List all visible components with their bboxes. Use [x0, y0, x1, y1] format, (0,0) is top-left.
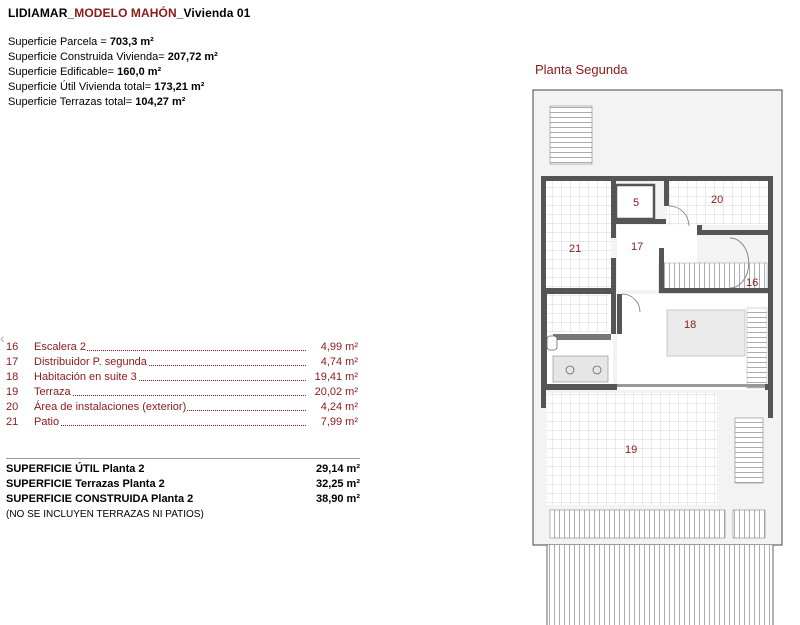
bottom-slats — [550, 510, 725, 538]
list-item: 17 Distribuidor P. segunda 4,74 m² — [6, 356, 358, 368]
room-label-19: 19 — [625, 444, 638, 456]
room-label-18: 18 — [684, 319, 697, 331]
room-label-16: 16 — [746, 277, 759, 289]
bottom-slats — [733, 510, 765, 538]
wardrobe — [747, 308, 767, 388]
wall — [697, 230, 768, 235]
room-label-20: 20 — [711, 194, 724, 206]
divider — [6, 458, 360, 459]
title-suffix: _Vivienda 01 — [176, 6, 251, 20]
room-label-17: 17 — [631, 241, 644, 253]
total-terrazas: SUPERFICIE Terrazas Planta 2 32,25 m² — [6, 478, 360, 490]
floor-plan — [525, 88, 790, 625]
summary-line-parcela: Superficie Parcela = 703,3 m² — [8, 36, 154, 48]
page-title — [8, 6, 250, 20]
room-label-21: 21 — [569, 243, 582, 255]
title-prefix: LIDIAMAR_ — [8, 6, 75, 20]
wall — [541, 176, 773, 181]
list-item: 21 Patio 7,99 m² — [6, 416, 358, 428]
wall — [659, 248, 664, 293]
shower-tiles — [547, 294, 609, 332]
bath-partition — [553, 334, 611, 340]
list-item: 19 Terraza 20,02 m² — [6, 386, 358, 398]
wall — [768, 388, 773, 418]
wall — [616, 219, 666, 224]
list-item: 20 Área de instalaciones (exterior) 4,24 m² — [6, 401, 358, 413]
wall — [541, 384, 617, 390]
chevron-left-icon[interactable]: ‹ — [0, 330, 5, 346]
summary-line-edificable: Superficie Edificable= 160,0 m² — [8, 66, 162, 78]
summary-line-construida: Superficie Construida Vivienda= 207,72 m² — [8, 51, 218, 63]
wall — [541, 288, 616, 294]
exterior-stairs — [547, 545, 773, 625]
summary-line-terrazas: Superficie Terrazas total= 104,27 m² — [8, 96, 186, 108]
wall — [617, 294, 622, 334]
room-label-5: 5 — [633, 197, 640, 209]
wall — [664, 181, 669, 206]
totals-note: (NO SE INCLUYEN TERRAZAS NI PATIOS) — [6, 509, 204, 520]
room-list — [6, 341, 360, 431]
total-util: SUPERFICIE ÚTIL Planta 2 29,14 m² — [6, 463, 360, 475]
window — [617, 384, 768, 387]
terrace-steps — [735, 418, 763, 483]
list-item: 18 Habitación en suite 3 19,41 m² — [6, 371, 358, 383]
wall — [611, 294, 616, 334]
list-item: 16 Escalera 2 4,99 m² — [6, 341, 358, 353]
wall — [541, 388, 546, 408]
vanity — [553, 356, 608, 382]
wall — [768, 176, 773, 418]
summary-line-util: Superficie Útil Vivienda total= 173,21 m² — [8, 81, 205, 93]
solarium-slats — [550, 106, 592, 164]
total-construida: SUPERFICIE CONSTRUIDA Planta 2 38,90 m² — [6, 493, 360, 505]
plan-title: Planta Segunda — [535, 62, 628, 77]
bed — [667, 310, 745, 356]
title-model: MODELO MAHÓN — [74, 6, 177, 20]
toilet-icon — [547, 336, 557, 350]
patio-21-floor — [541, 180, 611, 288]
wall — [541, 294, 547, 390]
